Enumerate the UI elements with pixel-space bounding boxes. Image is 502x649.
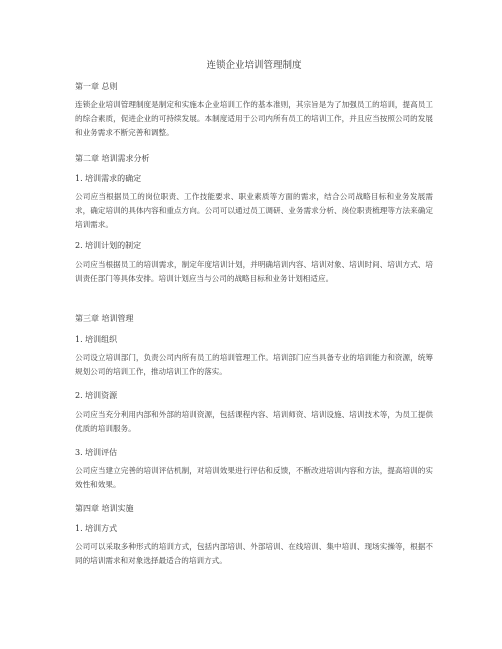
- document-title: 连锁企业培训管理制度: [206, 60, 302, 71]
- section-3-1-paragraph: 公司设立培训部门，负责公司内所有员工的培训管理工作。培训部门应当具备专业的培训能力和资源，统筹规划公司的培训工作，推动培训工作的落实。: [75, 353, 433, 376]
- chapter-3-heading: 第三章 培训管理: [75, 314, 134, 323]
- chapter-4-heading: 第四章 培训实施: [75, 504, 134, 513]
- section-2-2-paragraph: 公司应当根据员工的培训需求，制定年度培训计划，并明确培训内容、培训对象、培训时间、培训方式、培训责任部门等具体安排。培训计划应当与公司的战略目标和业务计划相适应。: [75, 260, 433, 283]
- chapter-1-heading: 第一章 总则: [75, 82, 118, 91]
- section-4-1-paragraph: 公司可以采取多种形式的培训方式，包括内部培训、外部培训、在线培训、集中培训、现场实操等，根据不同的培训需求和对象选择最适合的培训方式。: [75, 542, 433, 565]
- chapter-1-paragraph: 连锁企业培训管理制度是制定和实施本企业培训工作的基本准则，其宗旨是为了加强员工的培训，提高员工的综合素质，促进企业的可持续发展。本制度适用于公司内所有员工的培训工作，并且应当按照公司的发展和业务需求不断完善和调整。: [75, 100, 433, 137]
- section-3-1-heading: 1. 培训组织: [75, 335, 118, 344]
- section-2-2-heading: 2. 培训计划的制定: [75, 241, 142, 250]
- section-3-2-paragraph: 公司应当充分利用内部和外部的培训资源，包括课程内容、培训师资、培训设施、培训技术等，为员工提供优质的培训服务。: [75, 410, 433, 433]
- section-2-1-paragraph: 公司应当根据员工的岗位职责、工作技能要求、职业素质等方面的需求，结合公司战略目标和业务发展需求，确定培训的具体内容和重点方向。公司可以通过员工调研、业务需求分析、岗位职责梳理等方法来确定培训需求。: [75, 192, 433, 229]
- section-4-1-heading: 1. 培训方式: [75, 524, 118, 533]
- section-3-2-heading: 2. 培训资源: [75, 391, 118, 400]
- section-2-1-heading: 1. 培训需求的确定: [75, 174, 142, 183]
- section-3-3-paragraph: 公司应当建立完善的培训评估机制，对培训效果进行评估和反馈，不断改进培训内容和方法，提高培训的实效性和效果。: [75, 466, 433, 489]
- section-3-3-heading: 3. 培训评估: [75, 448, 118, 457]
- chapter-2-heading: 第二章 培训需求分析: [75, 154, 150, 163]
